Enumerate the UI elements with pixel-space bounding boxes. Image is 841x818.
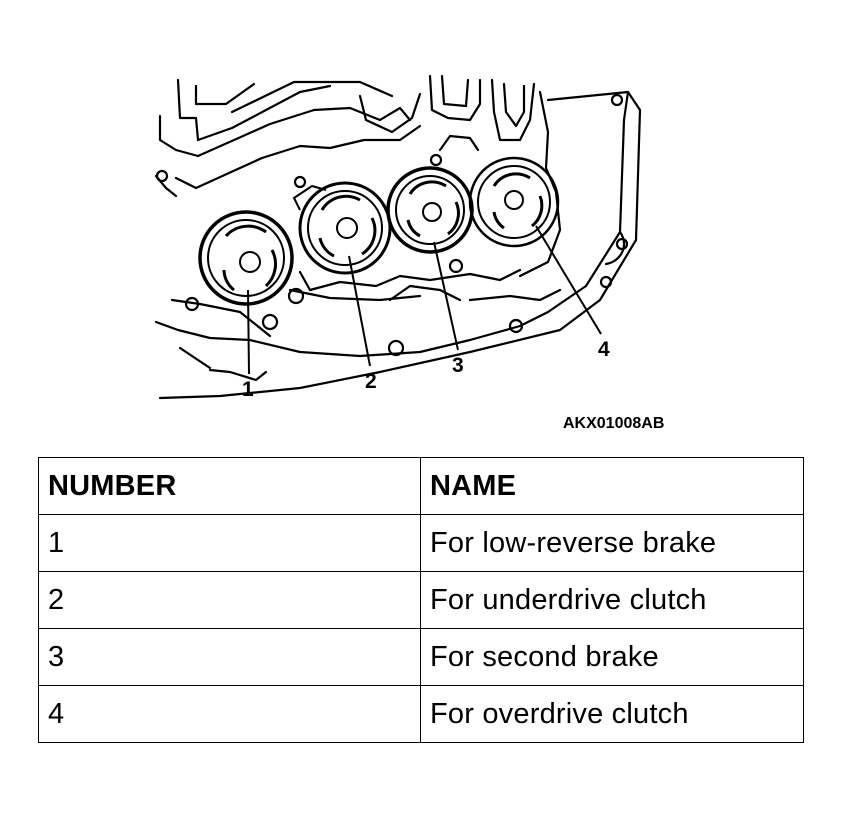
header-number: NUMBER (39, 458, 421, 515)
accumulator-cover-1 (200, 212, 292, 304)
table-row (39, 515, 804, 572)
row-name: For overdrive clutch (421, 686, 804, 743)
leader-line-1 (248, 290, 249, 374)
row-number: 3 (39, 629, 421, 686)
callout-4: 4 (598, 338, 610, 361)
row-name: For underdrive clutch (421, 572, 804, 629)
housing-outline (160, 92, 640, 398)
accumulator-cover-3 (388, 168, 472, 252)
parts-legend-table (38, 457, 804, 743)
figure-id: AKX01008AB (563, 415, 665, 432)
table-row (39, 686, 804, 743)
header-name: NAME (421, 458, 804, 515)
table-row (39, 572, 804, 629)
row-number: 1 (39, 515, 421, 572)
accumulator-cover-4 (470, 158, 558, 246)
row-number: 2 (39, 572, 421, 629)
row-name: For second brake (421, 629, 804, 686)
callout-1: 1 (242, 378, 254, 401)
row-name: For low-reverse brake (421, 515, 804, 572)
leader-line-4 (536, 226, 601, 334)
accumulator-cover-2 (294, 183, 390, 273)
table-header-row (39, 458, 804, 515)
callout-3: 3 (452, 354, 464, 377)
row-number: 4 (39, 686, 421, 743)
callout-2: 2 (365, 370, 377, 393)
table-row (39, 629, 804, 686)
leader-line-2 (349, 256, 370, 366)
